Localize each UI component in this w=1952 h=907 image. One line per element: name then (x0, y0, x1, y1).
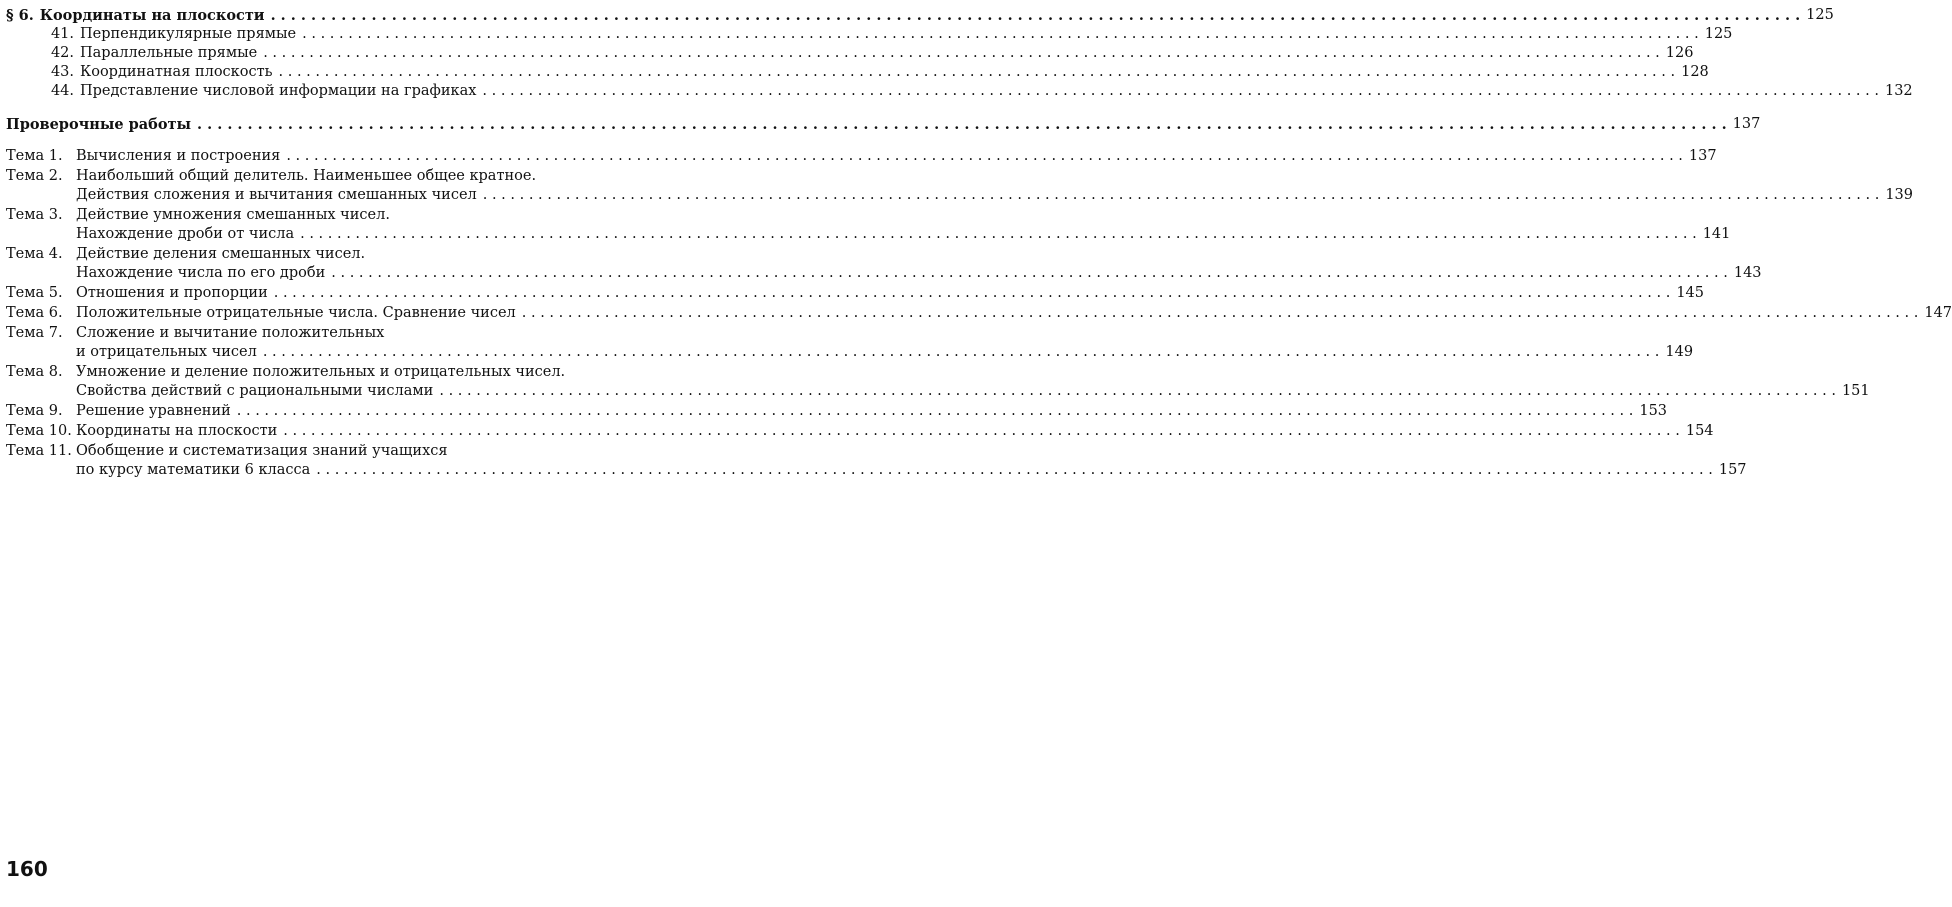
leader-dots (197, 115, 1727, 134)
leader-dots (274, 284, 1671, 303)
topic-line: Нахождение дроби от числа (76, 226, 295, 242)
item-page: 125 (1704, 26, 1733, 42)
topic-label: Тема 4. (6, 246, 63, 262)
topic-label: Тема 8. (6, 364, 63, 380)
item-title: Параллельные прямые (80, 45, 258, 61)
topic-entry (6, 245, 1762, 283)
topic-line: Действие деления смешанных чисел. (76, 246, 366, 262)
topic-entry (6, 167, 1913, 205)
item-title: Представление числовой информации на графиках (80, 83, 477, 99)
topic-line: Свойства действий с рациональными числами (76, 383, 434, 399)
item-title: Перпендикулярные прямые (80, 26, 297, 42)
item-page: 128 (1681, 64, 1709, 80)
table-of-contents (6, 6, 1952, 481)
section-heading (6, 6, 1834, 25)
topic-page: 157 (1718, 462, 1747, 478)
topic-label: Тема 7. (6, 325, 63, 341)
topic-line: по курсу математики 6 класса (76, 462, 311, 478)
leader-dots (482, 82, 1879, 101)
leader-dots (331, 264, 1728, 283)
topic-page: 154 (1685, 423, 1714, 439)
topic-entry (6, 324, 1694, 362)
topic-entry (6, 422, 1714, 441)
topic-line: Умножение и деление положительных и отрицательных чисел. (76, 364, 566, 380)
section-page: 125 (1806, 7, 1834, 23)
item-number: 41. (50, 26, 74, 42)
section-number: § 6. (6, 7, 34, 24)
leader-dots (271, 6, 1801, 25)
topic-page: 143 (1733, 265, 1762, 281)
topic-line: Наибольший общий делитель. Наименьшее общее кратное. (76, 168, 537, 184)
item-number: 44. (50, 83, 74, 99)
topic-label: Тема 11. (6, 443, 72, 459)
topic-page: 151 (1841, 383, 1870, 399)
toc-item (6, 44, 1694, 63)
topic-label: Тема 10. (6, 423, 72, 439)
toc-item (6, 63, 1709, 82)
topic-entry (6, 284, 1704, 303)
topic-line: Решение уравнений (76, 403, 231, 419)
topic-page: 153 (1639, 403, 1668, 419)
topic-page: 137 (1688, 148, 1717, 164)
topic-line: и отрицательных чисел (76, 344, 257, 360)
section-title: Координаты на плоскости (39, 7, 265, 24)
checks-heading (6, 115, 1761, 134)
topic-entry (6, 402, 1668, 421)
toc-item (6, 25, 1733, 44)
topic-entry (6, 147, 1717, 166)
leader-dots (316, 461, 1713, 480)
leader-dots (283, 422, 1680, 441)
topic-entry (6, 206, 1731, 244)
checks-page: 137 (1732, 116, 1761, 132)
leader-dots (483, 186, 1880, 205)
topic-line: Действия сложения и вычитания смешанных чисел (76, 187, 477, 203)
topic-line: Положительные отрицательные числа. Сравнение чисел (76, 305, 516, 321)
leader-dots (237, 402, 1634, 421)
item-number: 42. (50, 45, 74, 61)
leader-dots (439, 382, 1836, 401)
leader-dots (300, 225, 1697, 244)
item-title: Координатная плоскость (80, 64, 273, 80)
topic-line: Отношения и пропорции (76, 285, 268, 301)
topic-page: 149 (1665, 344, 1694, 360)
leader-dots (263, 343, 1660, 362)
topic-page: 139 (1885, 187, 1913, 203)
topic-label: Тема 3. (6, 207, 63, 223)
topic-line: Вычисления и построения (76, 148, 281, 164)
leader-dots (286, 147, 1683, 166)
topic-entry (6, 442, 1747, 480)
leader-dots (522, 304, 1919, 323)
topic-page: 141 (1702, 226, 1731, 242)
topic-line: Сложение и вычитание положительных (76, 325, 385, 341)
leader-dots (302, 25, 1699, 44)
leader-dots (279, 63, 1676, 82)
topic-page: 145 (1676, 285, 1704, 301)
topic-page: 147 (1924, 305, 1952, 321)
item-page: 126 (1665, 45, 1694, 61)
item-number: 43. (50, 64, 74, 80)
toc-item (6, 82, 1913, 101)
topic-line: Нахождение числа по его дроби (76, 265, 326, 281)
item-page: 132 (1884, 83, 1913, 99)
topic-label: Тема 9. (6, 403, 63, 419)
topic-label: Тема 5. (6, 285, 63, 301)
topic-line: Действие умножения смешанных чисел. (76, 207, 390, 223)
page-number: 160 (6, 857, 48, 881)
checks-title: Проверочные работы (6, 116, 192, 133)
topic-label: Тема 6. (6, 305, 63, 321)
topic-entry (6, 304, 1952, 323)
topic-line: Координаты на плоскости (76, 423, 278, 439)
topic-entry (6, 363, 1870, 401)
leader-dots (263, 44, 1660, 63)
topic-label: Тема 1. (6, 148, 63, 164)
topic-line: Обобщение и систематизация знаний учащихся (76, 443, 448, 459)
topic-label: Тема 2. (6, 168, 63, 184)
